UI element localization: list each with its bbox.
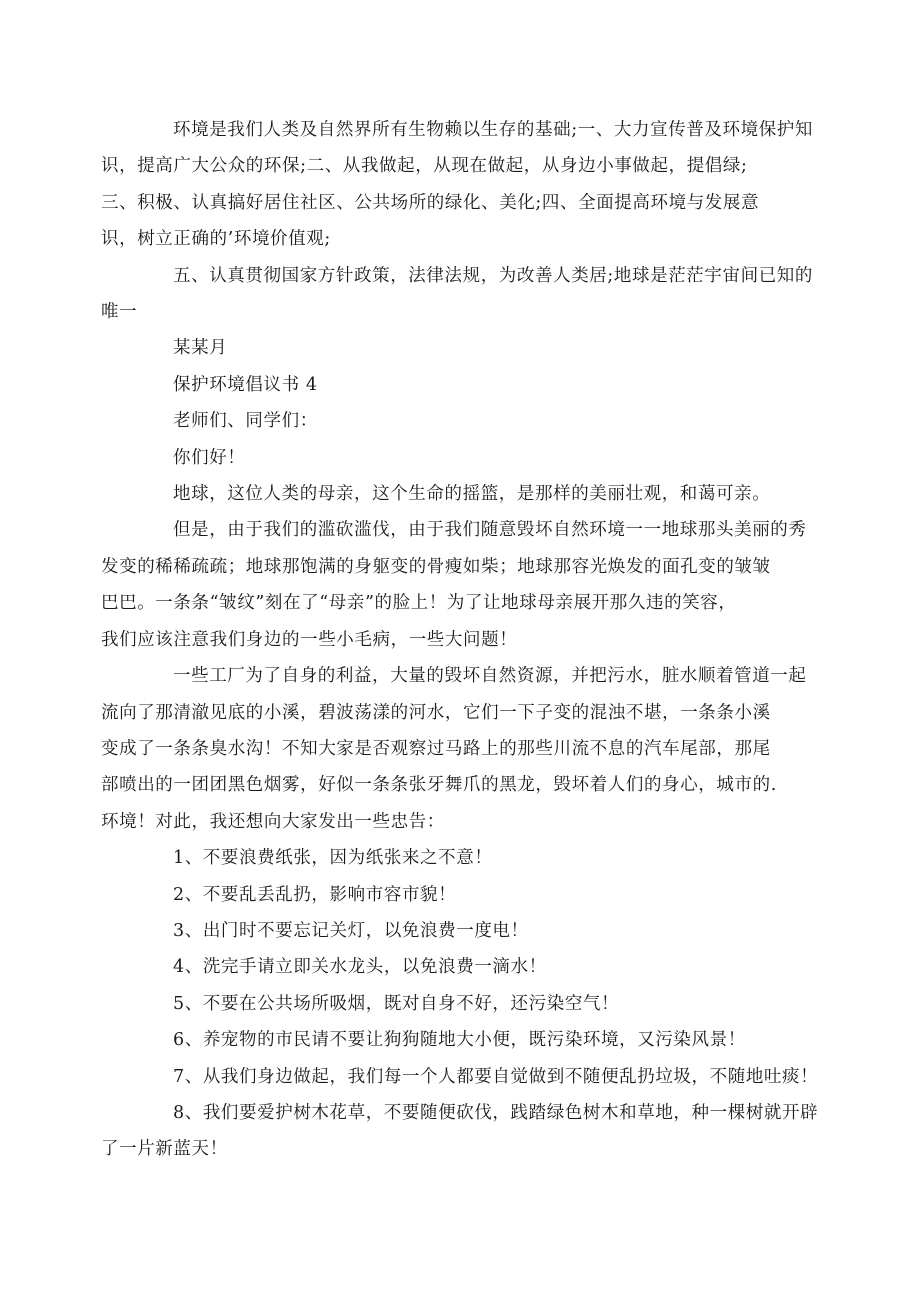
paragraph	[101, 112, 813, 258]
text-line: 流向了那清澈见底的小溪，碧波荡漾的河水，它们一下子变的混浊不堪，一条条小溪	[101, 702, 771, 723]
text-line: 3、出门时不要忘记关灯，以免浪费一度电！	[173, 920, 529, 941]
paragraph	[137, 877, 783, 913]
paragraph	[137, 986, 783, 1022]
text-line: 某某月	[173, 338, 228, 359]
paragraph	[137, 367, 783, 403]
text-line: 环境！对此，我还想向大家发出一些忠告：	[101, 811, 445, 832]
text-line: 6、养宠物的市民请不要让狗狗随地大小便，既污染环境，又污染风景！	[173, 1030, 746, 1051]
paragraph	[137, 330, 783, 366]
paragraph	[101, 512, 807, 658]
paragraph	[137, 840, 783, 876]
text-line: 环境是我们人类及自然界所有生物赖以生存的基础;一、大力宣传普及环境保护知	[173, 120, 813, 140]
paragraph	[137, 1059, 819, 1095]
text-line: 五、认真贯彻国家方针政策，法律法规，为改善人类居;地球是茫茫宇宙间已知的	[173, 265, 813, 286]
text-line: 变成了一条条臭水沟！不知大家是否观察过马路上的那些川流不息的汽车尾部，那尾	[101, 738, 771, 759]
text-line: 唯一	[101, 302, 138, 323]
paragraph	[137, 403, 783, 439]
paragraph	[101, 1095, 819, 1168]
text-line: 一些工厂为了自身的利益，大量的毁坏自然资源，并把污水，脏水顺着管道一起	[173, 666, 807, 687]
text-line: 7、从我们身边做起，我们每一个人都要自觉做到不随便乱扔垃圾，不随地吐痰！	[173, 1066, 819, 1087]
text-line: 你们好！	[173, 447, 246, 468]
text-line: 巴巴。一条条“皱纹”刻在了“母亲”的脸上！为了让地球母亲展开那久违的笑容，	[101, 593, 737, 614]
text-line: 但是，由于我们的滥砍滥伐，由于我们随意毁坏自然环境一一地球那头美丽的秀	[173, 520, 807, 541]
text-line: 识，树立正确的’环境价值观;	[101, 229, 331, 250]
paragraph	[137, 1022, 783, 1058]
text-line: 识，提高广大公众的环保;二、从我做起，从现在做起，从身边小事做起，提倡绿;	[101, 156, 748, 177]
text-line: 地球，这位人类的母亲，这个生命的摇篮，是那样的美丽壮观，和蔼可亲。	[173, 484, 771, 505]
text-line: 5、不要在公共场所吸烟，既对自身不好，还污染空气！	[173, 993, 620, 1014]
text-line: 2、不要乱丢乱扔，影响市容市貌！	[173, 884, 457, 905]
paragraph	[137, 440, 783, 476]
paragraph	[101, 258, 813, 331]
document-page	[101, 112, 819, 1168]
text-line: 三、积极、认真搞好居住社区、公共场所的绿化、美化;四、全面提高环境与发展意	[101, 192, 760, 213]
text-line: 老师们、同学们：	[173, 411, 318, 432]
text-line: 8、我们要爱护树木花草，不要随便砍伐，践踏绿色树木和草地，种一棵树就开辟	[173, 1102, 819, 1123]
text-line: 4、洗完手请立即关水龙头，以免浪费一滴水！	[173, 957, 547, 978]
paragraph	[137, 949, 783, 985]
paragraph	[137, 913, 783, 949]
text-line: 保护环境倡议书 4	[173, 374, 318, 395]
text-line: 我们应该注意我们身边的一些小毛病，一些大问题！	[101, 629, 518, 650]
paragraph	[137, 476, 783, 512]
paragraph	[101, 658, 807, 840]
text-line: 1、不要浪费纸张，因为纸张来之不意！	[173, 848, 493, 869]
text-line: 发变的稀稀疏疏；地球那饱满的身躯变的骨瘦如柴；地球那容光焕发的面孔变的皱皱	[101, 556, 771, 577]
document-body	[101, 112, 819, 1168]
text-line: 部喷出的一团团黑色烟雾，好似一条条张牙舞爪的黑龙，毁坏着人们的身心，城市的.	[101, 775, 777, 796]
text-line: 了一片新蓝天！	[101, 1139, 228, 1160]
